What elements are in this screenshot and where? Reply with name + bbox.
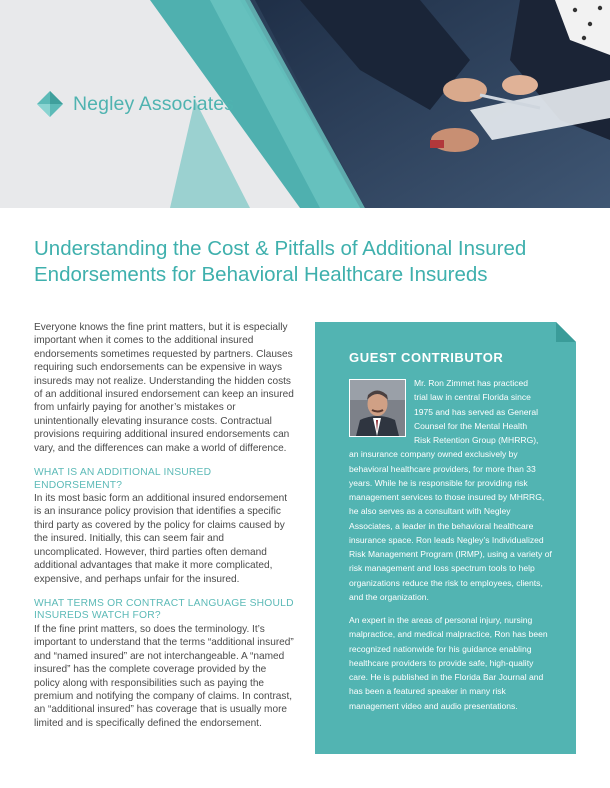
bio-paragraph-2: An expert in the areas of personal injury, nursing malpractice, and medical malpractice, Ron has been recognized nationwide for his guidance enabling healthcare providers to provide safe, high-quality care. He is published in the Florida Bar Journal and has been a featured speaker in many risk management video and audio presentations. — [349, 615, 548, 711]
bio-line: Mr. Ron Zimmet has practiced — [414, 378, 528, 388]
intro-paragraph: Everyone knows the fine print matters, but it is especially important when it comes to the additional insured endorsements sometimes requested by partners. Clauses requiring such endorsements can be expensive in ways insureds may not realize. Understanding the hidden costs of an additional insured endorsement can keep an insured from unfairly paying for another’s mistakes or unintentionally elevating insurance costs. Contractual provisions requiring additional insured endorsements can vary, and the differences can make a world of difference. — [34, 322, 294, 454]
article-body — [34, 321, 294, 730]
bio-line: trial law in central Florida since — [414, 392, 531, 403]
brand-name: Negley Associates — [73, 92, 235, 115]
diamond-logo-icon — [36, 90, 64, 118]
header-banner — [0, 0, 610, 208]
section-heading: WHAT IS AN ADDITIONAL INSURED ENDORSEMENT? — [34, 467, 212, 491]
guest-contributor-heading: GUEST CONTRIBUTOR — [349, 350, 504, 365]
article-title: Understanding the Cost & Pitfalls of Additional Insured Endorsements for Behavioral Healthcare Insureds — [34, 237, 527, 286]
panel-corner-fold — [315, 322, 576, 352]
section-paragraph: If the fine print matters, so does the terminology. It’s important to understand that the terms “additional insured” and “named insured” are not interchangeable. A “named insured” has the complete coverage provided by the policy along with responsibilities such as paying the premium and notifying the company of claims. In contrast, an “additional insured” has coverage that is usually more limited and is specifically defined the endorsement. — [34, 623, 294, 729]
contributor-bio — [349, 376, 554, 713]
negley-logo — [36, 90, 234, 118]
guest-contributor-panel — [315, 322, 576, 754]
bio-paragraph-1-rest: an insurance company owned exclusively by behavioral healthcare providers, for more than 33 years. While he is responsible for providing risk management services to those insured by MHRRG, he also serves as a consultant with Negley Associates, a leader in the behavioral healthcare insurance space. Ron leads Negley’s Individualized Risk Management Program (IRMP), using a variety of risk management and loss spectrum tools to help organizations reduce the risk to employees, clients, and the organization. — [349, 449, 552, 602]
bio-line: Counsel for the Mental Health — [414, 420, 528, 431]
bio-line: Risk Retention Group (MHRRG), — [414, 435, 539, 445]
section-heading: WHAT TERMS OR CONTRACT LANGUAGE SHOULD INSUREDS WATCH FOR? — [34, 597, 294, 622]
section-paragraph: In its most basic form an additional insured endorsement is an insurance policy provision that identifies a specific third party as covered by the policy for claims caused by the insured. Initially, this can seem fair and uncomplicated. However, third parties often demand additional advantages that make it more complicated, expensive, and perhaps unfair for the insured. — [34, 493, 288, 585]
bio-line: 1975 and has served as General — [414, 406, 539, 417]
